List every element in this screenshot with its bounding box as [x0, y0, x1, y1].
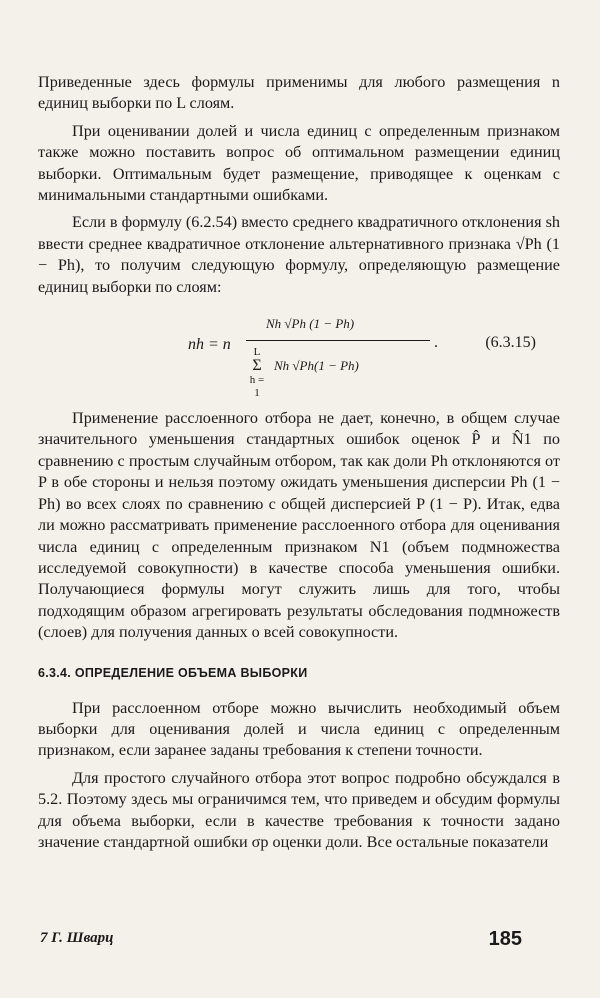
- formula-6-3-15: [38, 308, 560, 400]
- equation-number: (6.3.15): [485, 334, 536, 352]
- paragraph-6: Для простого случайного отбора этот вопрос подробно обсуждался в 5.2. Поэтому здесь мы ограничимся тем, что приведем и обсудим формулы для объема выборки, если в качестве требования к точности задано значение стандартной ошибки σp оценки доли. Все остальные показатели: [38, 768, 560, 851]
- formula-denominator: Nh √Ph(1 − Ph): [274, 358, 359, 374]
- sum-upper-limit: L: [253, 346, 261, 359]
- section-heading: 6.3.4. ОПРЕДЕЛЕНИЕ ОБЪЕМА ВЫБОРКИ: [38, 665, 308, 680]
- page-number: 185: [488, 928, 522, 950]
- formula-lhs: nh = n: [188, 336, 231, 354]
- page-body: [38, 72, 560, 853]
- fraction-bar: [246, 340, 430, 341]
- printer-signature: 7 Г. Шварц: [40, 930, 114, 946]
- sum-lower-limit: h = 1: [249, 374, 265, 400]
- paragraph-5: При расслоенном отборе можно вычислить необходимый объем выборки для оценивания долей и числа единиц с определенным признаком, если заранее заданы требования к степени точности.: [38, 698, 560, 760]
- formula-numerator: Nh √Ph (1 − Ph): [266, 316, 355, 332]
- formula-terminator: .: [434, 334, 438, 352]
- paragraph-1: Приведенные здесь формулы применимы для любого размещения n единиц выборки по L слоям.: [38, 73, 560, 113]
- paragraph-4: Применение расслоенного отбора не дает, конечно, в общем случае значительного уменьшения стандартных ошибок оценок P̂ и N̂1 по сравнению с простым случайным отбором, так как доли Ph отклоняются от P в обе стороны и нельзя поэтому ожидать уменьшения дисперсии Ph (1 − Ph) во всех слоях по сравнению с общей дисперсией P (1 − P). Итак, едва ли можно рассматривать применение расслоенного отбора для оценивания числа единиц с определенным признаком N1 (объем подмножества исследуемой совокупности) в качестве способа уменьшения ошибки. Получающиеся формулы могут служить лишь для того, чтобы подходящим образом агрегировать результаты обследования подмножеств (слоев) для получения данных о всей совокупности.: [38, 409, 560, 642]
- paragraph-3: Если в формулу (6.2.54) вместо среднего квадратичного отклонения sh ввести среднее квадратичное отклонение альтернативного признака √Ph (1 − Ph), то получим следующую формулу, определяющую размещение единиц выборки по слоям:: [38, 213, 560, 296]
- sum-block: [246, 346, 268, 400]
- page-footer: [40, 930, 522, 958]
- paragraph-2: При оценивании долей и числа единиц с определенным признаком также можно поставить вопрос об оптимальном размещении единиц выборки. Оптимальным будет размещение, приводящее к оценкам с минимальными стандартными ошибками.: [38, 121, 560, 205]
- sum-symbol: Σ: [252, 357, 262, 375]
